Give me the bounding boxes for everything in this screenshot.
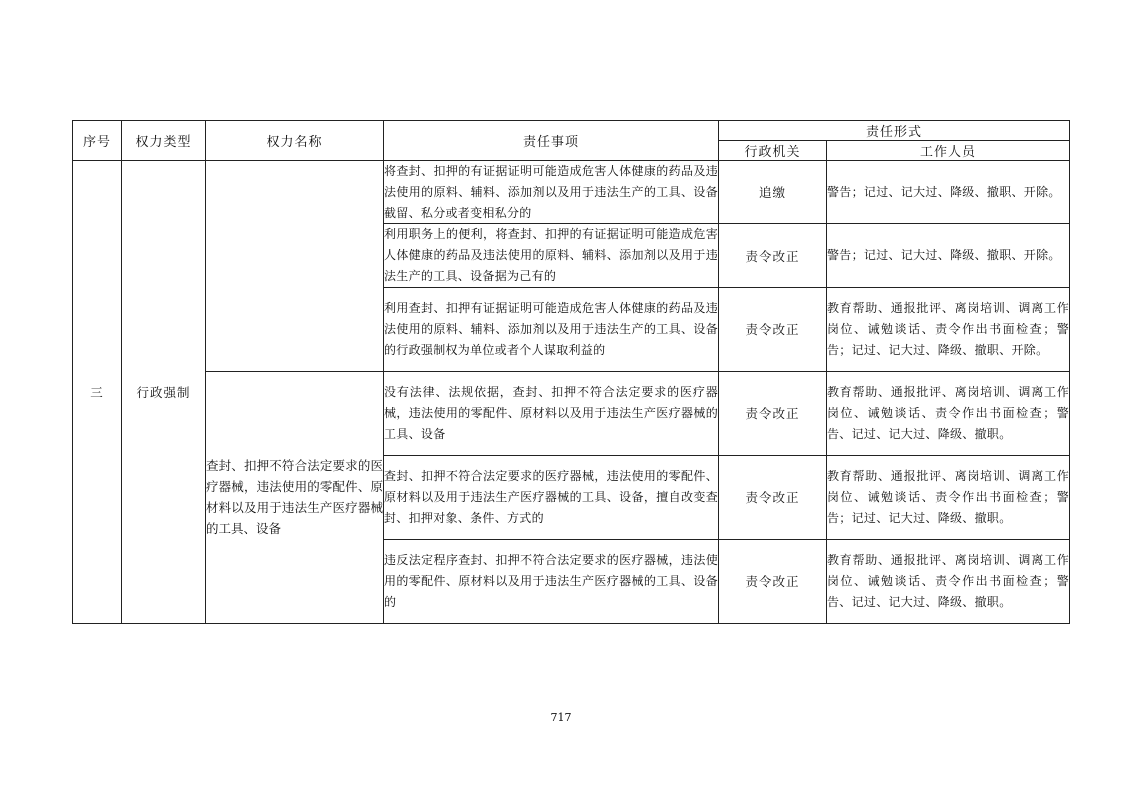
header-matters: 责任事项 (384, 121, 719, 161)
header-admin-org: 行政机关 (719, 141, 827, 161)
power-type-cell: 行政强制 (122, 161, 206, 624)
staff-cell: 教育帮助、通报批评、离岗培训、调离工作岗位、诫勉谈话、责令作出书面检查；警告；记过、记大过、降级、撤职。 (827, 455, 1070, 539)
responsibility-table (72, 120, 1070, 624)
page-number: 717 (550, 711, 572, 724)
admin-org-cell: 责令改正 (719, 287, 827, 371)
matter-cell: 将查封、扣押的有证据证明可能造成危害人体健康的药品及违法使用的原料、辅料、添加剂以及用于违法生产的工具、设备截留、私分或者变相私分的 (384, 161, 719, 224)
matter-cell: 查封、扣押不符合法定要求的医疗器械，违法使用的零配件、原材料以及用于违法生产医疗器械的工具、设备，擅自改变查封、扣押对象、条件、方式的 (384, 455, 719, 539)
admin-org-cell: 责令改正 (719, 455, 827, 539)
matter-cell: 利用职务上的便利，将查封、扣押的有证据证明可能造成危害人体健康的药品及违法使用的原料、辅料、添加剂以及用于违法生产的工具、设备据为己有的 (384, 224, 719, 287)
admin-org-cell: 责令改正 (719, 539, 827, 623)
header-responsibility-form: 责任形式 (719, 121, 1070, 141)
table-row (73, 161, 1070, 224)
staff-cell: 教育帮助、通报批评、离岗培训、调离工作岗位、诫勉谈话、责令作出书面检查；警告、记过、记大过、降级、撤职。 (827, 539, 1070, 623)
staff-cell: 警告；记过、记大过、降级、撤职、开除。 (827, 161, 1070, 224)
header-staff: 工作人员 (827, 141, 1070, 161)
admin-org-cell: 责令改正 (719, 224, 827, 287)
header-power-type: 权力类型 (122, 121, 206, 161)
seq-cell: 三 (73, 161, 122, 624)
power-name-cell-empty (206, 161, 384, 372)
matter-cell: 违反法定程序查封、扣押不符合法定要求的医疗器械，违法使用的零配件、原材料以及用于违法生产医疗器械的工具、设备的 (384, 539, 719, 623)
power-name-cell: 查封、扣押不符合法定要求的医疗器械，违法使用的零配件、原材料以及用于违法生产医疗器械的工具、设备 (206, 371, 384, 623)
matter-cell: 没有法律、法规依据，查封、扣押不符合法定要求的医疗器械，违法使用的零配件、原材料以及用于违法生产医疗器械的工具、设备 (384, 371, 719, 455)
header-seq: 序号 (73, 121, 122, 161)
matter-cell: 利用查封、扣押有证据证明可能造成危害人体健康的药品及违法使用的原料、辅料、添加剂以及用于违法生产的工具、设备的行政强制权为单位或者个人谋取利益的 (384, 287, 719, 371)
admin-org-cell: 责令改正 (719, 371, 827, 455)
table-row (73, 371, 1070, 455)
staff-cell: 教育帮助、通报批评、离岗培训、调离工作岗位、诫勉谈话、责令作出书面检查；警告、记过、记大过、降级、撤职。 (827, 371, 1070, 455)
admin-org-cell: 追缴 (719, 161, 827, 224)
header-power-name: 权力名称 (206, 121, 384, 161)
staff-cell: 警告；记过、记大过、降级、撤职、开除。 (827, 224, 1070, 287)
staff-cell: 教育帮助、通报批评、离岗培训、调离工作岗位、诫勉谈话、责令作出书面检查；警告；记过、记大过、降级、撤职、开除。 (827, 287, 1070, 371)
